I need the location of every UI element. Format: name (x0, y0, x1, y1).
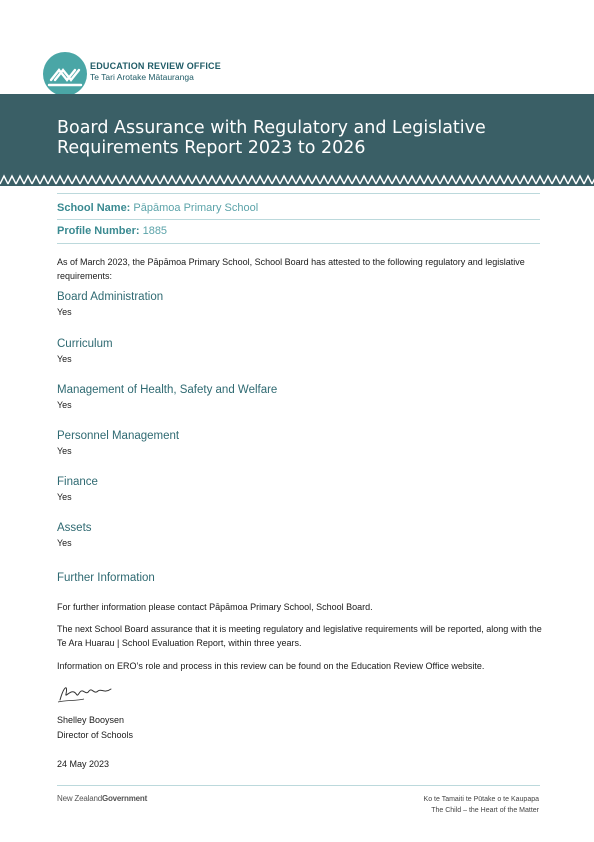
section-heading: Assets (57, 522, 92, 534)
decorative-pattern (0, 174, 594, 186)
signatory-name: Shelley Booysen (57, 715, 125, 725)
section-answer: Yes (57, 400, 72, 410)
school-name-label: School Name: (57, 202, 131, 214)
org-name-maori: Te Tari Arotake Mātauranga (90, 72, 194, 82)
section-answer: Yes (57, 446, 72, 456)
section-personnel-management (57, 430, 179, 456)
section-answer: Yes (57, 307, 72, 317)
motto-maori: Ko te Tamaiti te Pūtake o te Kaupapa (423, 796, 539, 803)
divider (57, 243, 540, 244)
profile-number-value: 1885 (142, 225, 168, 237)
further-information-heading: Further Information (57, 572, 155, 584)
motto-english: The Child – the Heart of the Matter (431, 807, 539, 814)
org-name: EDUCATION REVIEW OFFICE (90, 61, 221, 71)
section-heading: Management of Health, Safety and Welfare (57, 384, 278, 396)
section-health-safety-welfare (57, 384, 277, 410)
profile-number-label: Profile Number: (57, 225, 140, 237)
school-name-value: Pāpāmoa Primary School (133, 202, 259, 214)
section-board-administration (57, 291, 163, 317)
section-assets (57, 522, 92, 548)
section-answer: Yes (57, 492, 72, 502)
footer-motto (424, 794, 539, 816)
gov-text-a: New Zealand (57, 794, 102, 803)
report-date: 24 May 2023 (57, 759, 110, 769)
further-paragraph-2: The next School Board assurance that it is meeting regulatory and legislative requirements will be reported, along with the Te Ara Huarau | School Evaluation Report, within three years. (57, 624, 542, 648)
title-banner (0, 94, 594, 174)
signatory-role: Director of Schools (57, 730, 134, 740)
school-name-row (57, 202, 258, 214)
intro-paragraph: As of March 2023, the Pāpāmoa Primary School, School Board has attested to the following regulatory and legislative requirements: (57, 257, 525, 281)
footer-divider (57, 785, 540, 786)
signature-icon (56, 680, 116, 704)
divider (57, 219, 540, 220)
profile-number-row (57, 225, 167, 237)
section-curriculum (57, 338, 113, 364)
divider (57, 193, 540, 194)
section-heading: Personnel Management (57, 430, 180, 442)
ero-logo-icon (43, 52, 87, 96)
section-answer: Yes (57, 354, 72, 364)
gov-text-b: Government (101, 794, 148, 803)
section-heading: Board Administration (57, 291, 164, 303)
nz-government-logo (57, 794, 147, 803)
section-heading: Finance (57, 476, 98, 488)
section-heading: Curriculum (57, 338, 113, 350)
further-paragraph-3: Information on ERO’s role and process in this review can be found on the Education Review Office website. (57, 661, 485, 671)
page-title: Board Assurance with Regulatory and Legislative Requirements Report 2023 to 2026 (57, 118, 486, 158)
section-finance (57, 476, 98, 502)
section-answer: Yes (57, 538, 72, 548)
logo-text (90, 61, 221, 82)
further-paragraph-1: For further information please contact Pāpāmoa Primary School, School Board. (57, 602, 373, 612)
